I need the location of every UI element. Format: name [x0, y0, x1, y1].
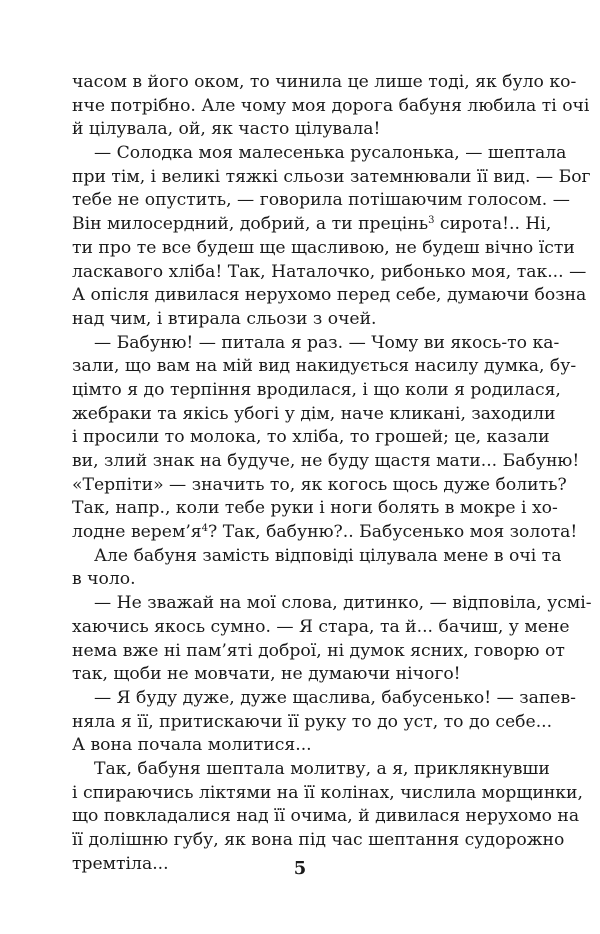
text-line: так, щоби не мовчати, не думаючи нічого!: [72, 664, 461, 685]
text-line: — Солодка моя малесенька русалонька, — шептала: [94, 143, 567, 164]
text-line: ласкавого хліба! Так, Наталочко, рибонько моя, так... —: [72, 261, 587, 282]
text-line: А вона почала молитися...: [72, 735, 312, 756]
page-body-text: [72, 71, 592, 876]
text-line: і просили то молока, то хліба, то грошей; це, казали: [72, 427, 550, 448]
text-line: няла я її, притискаючи її руку то до уст, то до себе...: [72, 711, 553, 732]
page-number: 5: [293, 858, 307, 879]
text-line: А опісля дивилася нерухомо перед себе, думаючи бозна: [72, 285, 587, 306]
text-line: «Терпіти» — значить то, як когось щось дуже болить?: [72, 474, 567, 495]
text-line: Так, напр., коли тебе руки і ноги болять в мокре і хо-: [72, 498, 558, 519]
text-line: Але бабуня замість відповіді цілувала мене в очі та: [94, 545, 562, 566]
text-line: — Я буду дуже, дуже щаслива, бабусенько! — запев-: [94, 687, 576, 708]
text-line: зали, що вам на мій вид накидується насилу думка, бу-: [72, 356, 577, 377]
text-line: і спираючись ліктями на її колінах, числила морщинки,: [72, 782, 583, 803]
text-line: ви, злий знак на будуче, не буду щастя мати... Бабуню!: [72, 451, 580, 471]
text-line: цімто я до терпіння вродилася, і що коли я родилася,: [72, 379, 561, 400]
text-line: часом в його оком, то чинила це лише тоді, як було ко-: [72, 72, 577, 92]
text-line: тремтіла...: [72, 853, 169, 874]
text-line: й цілувала, ой, як часто цілувала!: [72, 119, 381, 140]
text-line: ти про те все будеш ще щасливою, не будеш вічно їсти: [72, 237, 575, 258]
text-line: лодне $верем’я^4$? Так, бабуню?.. Бабусенько моя золота!: [72, 522, 578, 543]
text-line: — Не зважай на мої слова, дитинко, — відповіла, усмі-: [94, 593, 592, 614]
text-line: нема вже ні пам’яті доброї, ні думок ясних, говорю от: [72, 640, 565, 661]
text-line: при тім, і великі тяжкі сльози затемнювали її вид. — Бог: [72, 166, 591, 187]
text-line: хаючись якось сумно. — Я стара, та й... бачиш, у мене: [72, 616, 570, 637]
text-line: що повкладалися над її очима, й дивилася нерухомо на: [72, 806, 580, 827]
text-line: жебраки та якісь убогі у дім, наче кликані, заходили: [72, 403, 556, 424]
text-line: її долішню губу, як вона під час шептання судорожно: [72, 830, 565, 850]
text-line: тебе не опустить, — говорила потішаючим голосом. —: [72, 190, 570, 211]
text-line: Він милосердний, добрий, а ти прецінь$^3$ сирота!.. Ні,: [72, 214, 552, 235]
text-line: в чоло.: [72, 569, 136, 590]
text-line: — Бабуню! — питала я раз. — Чому ви якось-то ка-: [94, 332, 560, 353]
text-line: Так, бабуня шептала молитву, а я, приклякнувши: [94, 758, 550, 779]
footnote-marker: 4: [201, 523, 209, 535]
footnote-marker: 3: [428, 215, 435, 227]
text-line: над чим, і втирала сльози з очей.: [72, 308, 377, 329]
text-line: нче потрібно. Але чому моя дорога бабуня любила ті очі: [72, 95, 590, 116]
